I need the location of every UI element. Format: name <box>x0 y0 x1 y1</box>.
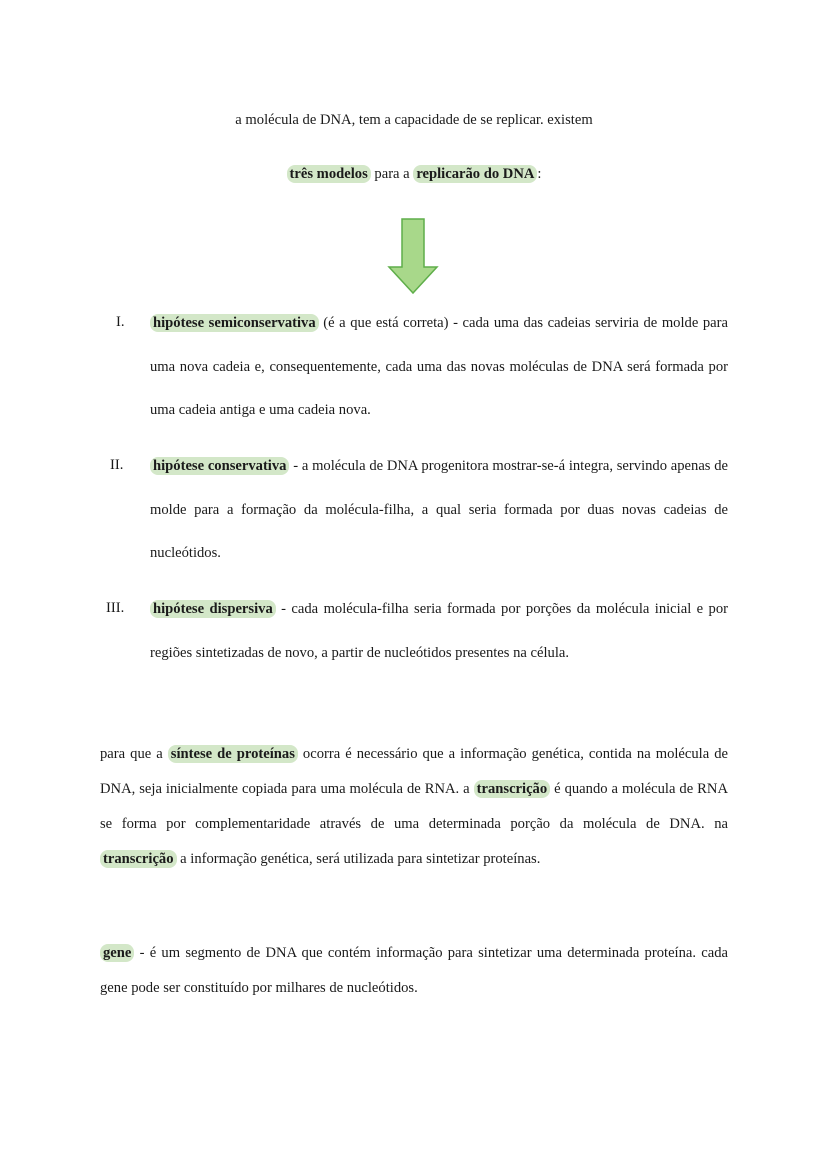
down-arrow-icon <box>387 217 439 295</box>
list-item-conservativa <box>150 445 728 576</box>
list-number-2: II. <box>110 457 124 473</box>
paragraph-gene: gene - é um segmento de DNA que contém informação para sintetizar uma determinada proteína. cada gene pode ser constituído por milhares de nucleótidos. <box>100 945 728 996</box>
intro-line-1: a molécula de DNA, tem a capacidade de se replicar. existem <box>235 112 593 128</box>
list-number-3: III. <box>106 600 125 616</box>
highlight-term: hipótese conservativa <box>150 457 289 475</box>
list-item-text: (é a que está correta) - cada uma das cadeias serviria de molde para uma nova cadeia e, consequentemente, cada uma das novas moléculas de DNA será formada por uma cadeia antiga e uma cadeia nova. <box>150 315 728 418</box>
highlight-replicacao-dna: replicarão do DNA <box>413 165 537 183</box>
list-item-dispersiva <box>150 588 728 675</box>
list-item-semiconservativa <box>150 302 728 433</box>
highlight-term: hipótese semiconservativa <box>150 314 319 332</box>
highlight-gene: gene <box>100 944 134 962</box>
paragraph-sintese-proteinas: para que a síntese de proteínas ocorra é necessário que a informação genética, contida na molécula de DNA, seja inicialmente copiada para uma molécula de RNA. a transcrição é quando a molécula de RNA se forma por complementaridade através de uma determinada porção da molécula de DNA. na transcrição a informação genética, será utilizada para sintetizar proteínas. <box>100 746 729 867</box>
highlight-transcricao: transcrição <box>100 850 177 868</box>
highlight-term: hipótese dispersiva <box>150 600 276 618</box>
highlight-tres-modelos: três modelos <box>287 165 371 183</box>
highlight-sintese-proteinas: síntese de proteínas <box>168 745 298 763</box>
highlight-transcricao: transcrição <box>474 780 551 798</box>
list-item-text: - a molécula de DNA progenitora mostrar-se-á integra, servindo apenas de molde para a formação da molécula-filha, a qual seria formada por duas novas cadeias de nucleótidos. <box>150 458 728 561</box>
list-number-1: I. <box>116 314 125 330</box>
list-item-text: - cada molécula-filha seria formada por porções da molécula inicial e por regiões sintetizadas de novo, a partir de nucleótidos presentes na célula. <box>150 601 728 661</box>
intro-line-2: três modelos para a replicarão do DNA : <box>0 166 828 183</box>
